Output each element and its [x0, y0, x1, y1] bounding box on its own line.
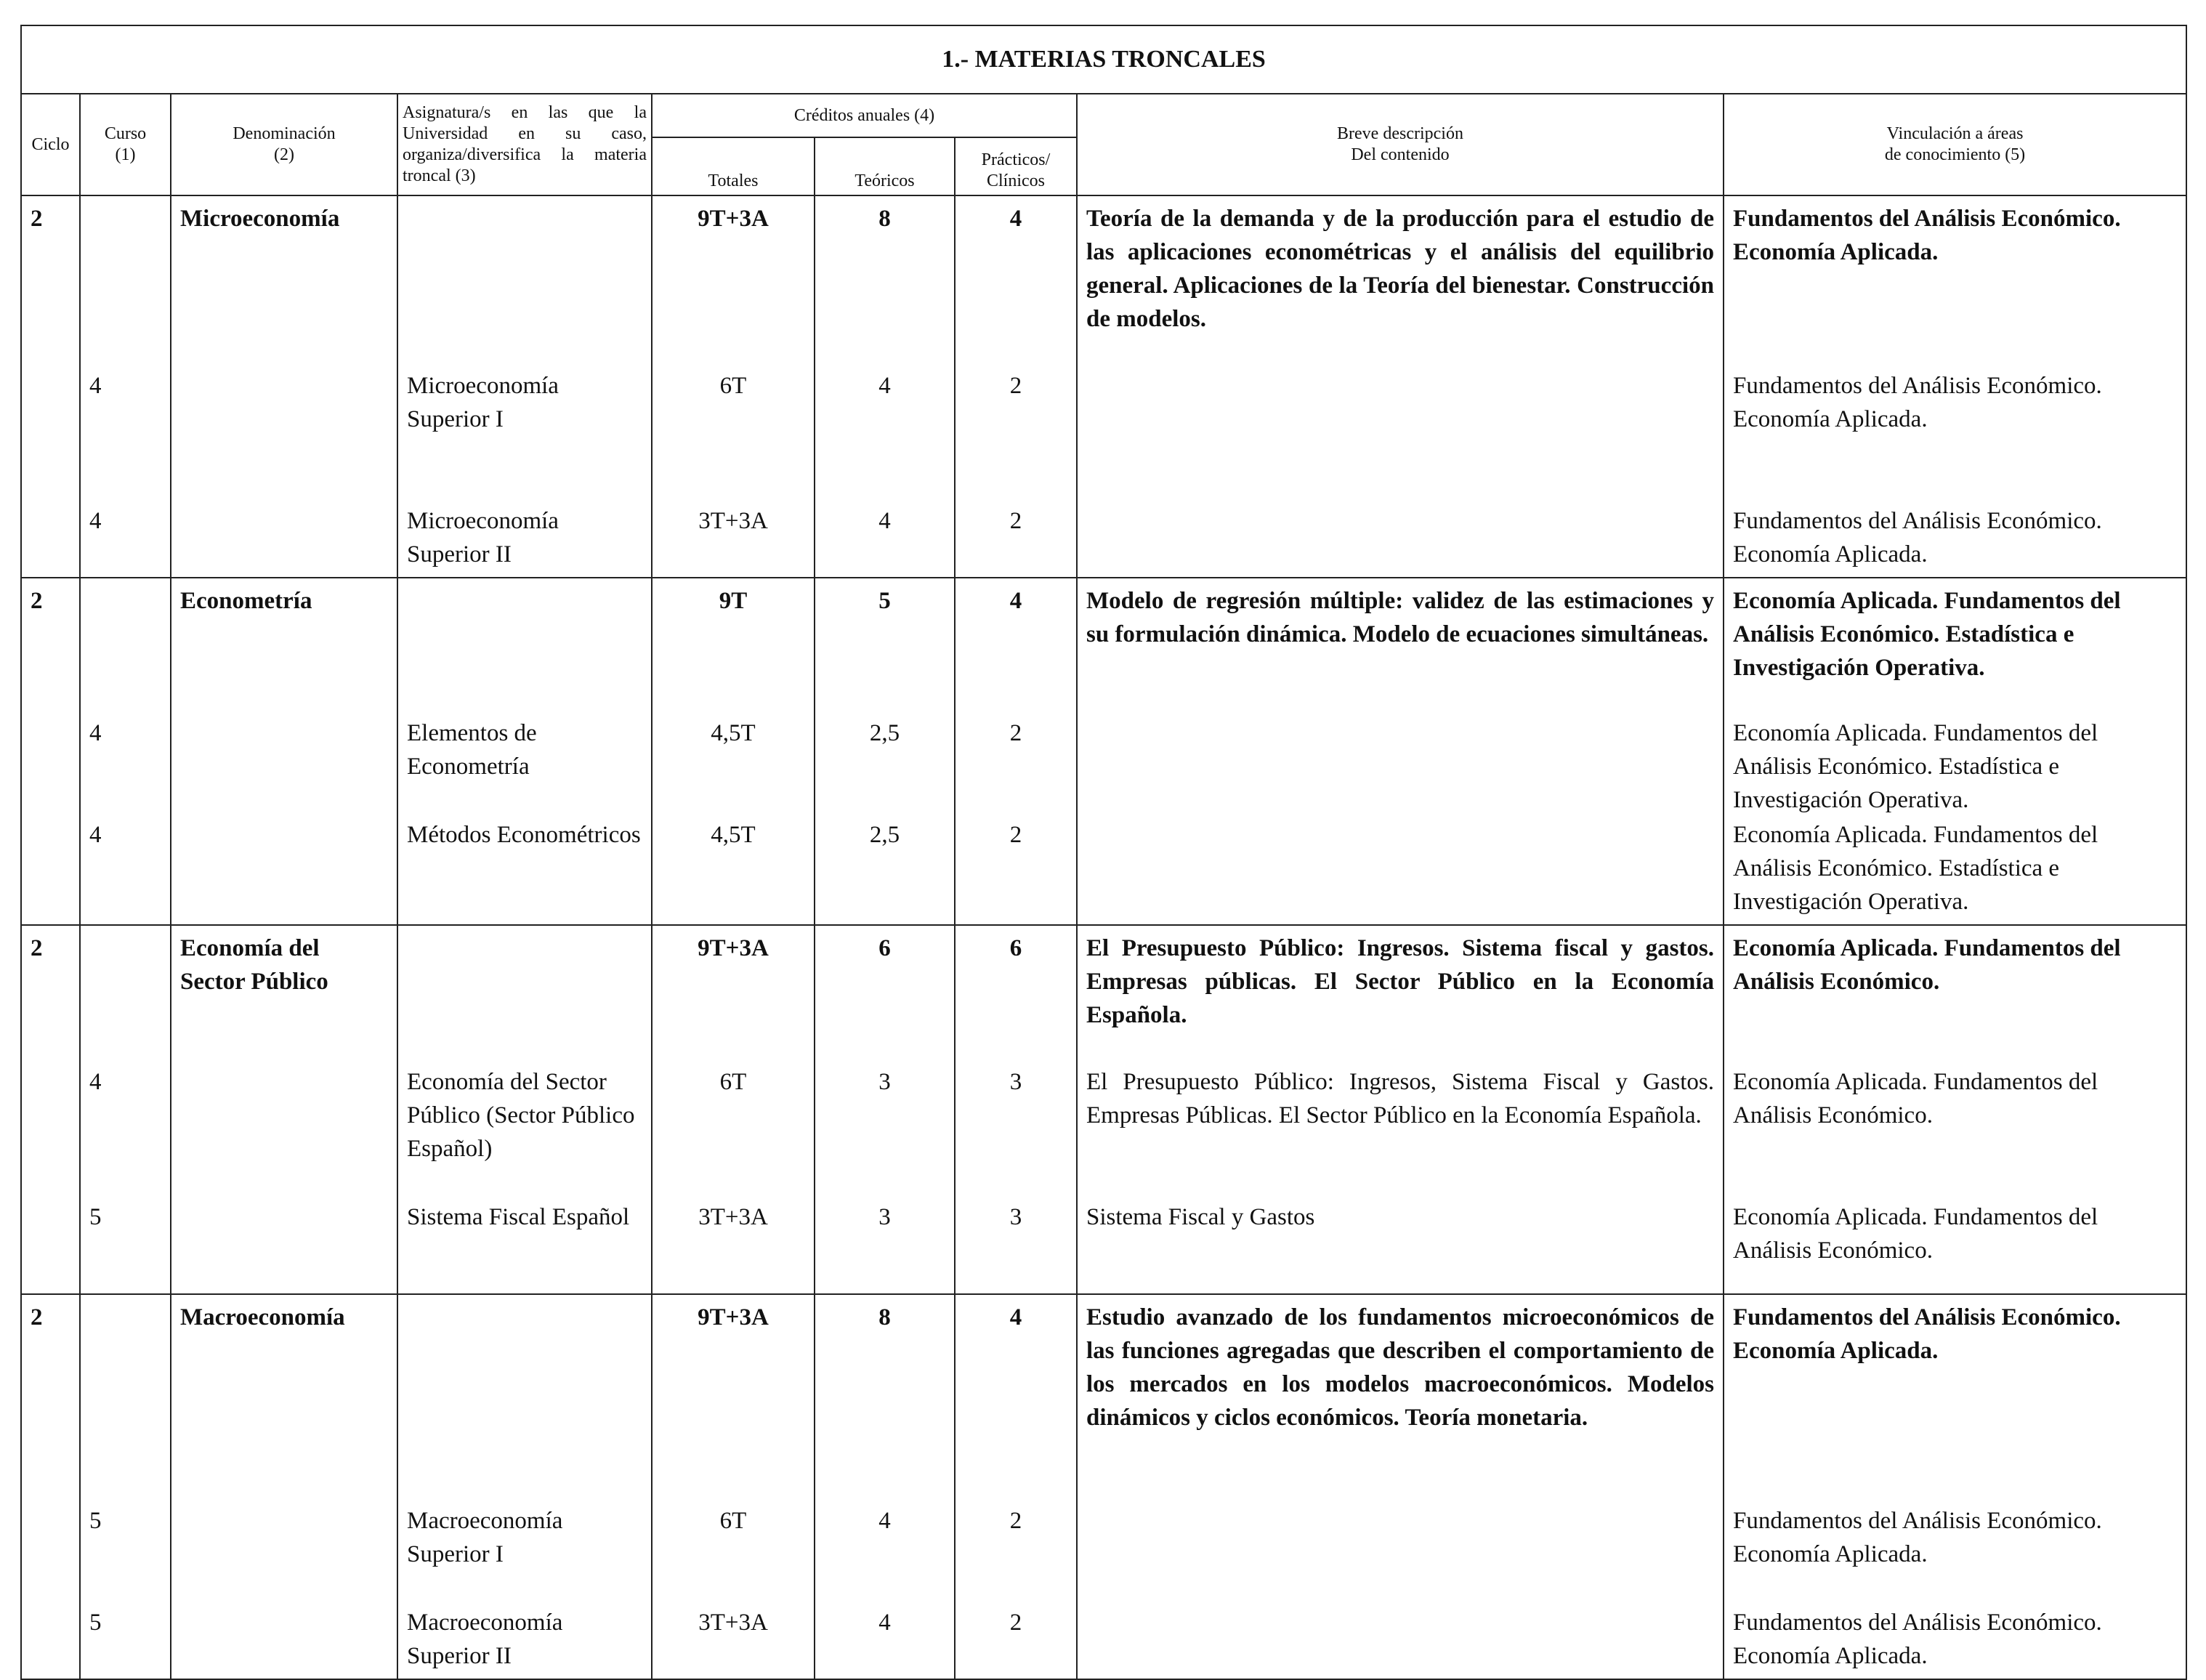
descripcion-cell	[1077, 578, 1724, 925]
sub-teoricos: 3	[878, 1069, 891, 1095]
practicos-cell	[955, 195, 1077, 578]
sub-vinculacion: Economía Aplicada. Fundamentos del Análisis Económico. Estadística e Investigación Operativa.	[1733, 720, 2098, 813]
group-practicos: 4	[1009, 206, 1022, 232]
teoricos-cell	[815, 578, 955, 925]
sub-teoricos: 2,5	[869, 822, 900, 848]
sub-totales: 4,5T	[711, 720, 756, 746]
sub-practicos: 2	[1009, 720, 1022, 746]
sub-curso: 4	[89, 822, 102, 848]
sub-practicos: 2	[1009, 1508, 1022, 1534]
ciclo-cell: 2	[21, 1294, 80, 1679]
header-denominacion: Denominación (2)	[171, 94, 397, 195]
sub-curso: 5	[89, 1610, 102, 1636]
teoricos-cell	[815, 1294, 955, 1679]
table-title: 1.- MATERIAS TRONCALES	[21, 25, 2186, 94]
sub-totales: 4,5T	[711, 822, 756, 848]
curso-cell	[80, 925, 171, 1294]
vinculacion-cell	[1724, 925, 2186, 1294]
header-teoricos: Teóricos	[815, 137, 955, 195]
sub-teoricos: 4	[878, 508, 891, 534]
curso-cell	[80, 578, 171, 925]
sub-teoricos: 2,5	[869, 720, 900, 746]
curso-cell	[80, 195, 171, 578]
sub-totales: 6T	[719, 373, 747, 399]
group-descripcion: El Presupuesto Público: Ingresos. Sistema fiscal y gastos. Empresas públicas. El Sector Público en la Economía Española.	[1086, 935, 1714, 1028]
sub-asignatura: Elementos de Econometría	[407, 720, 537, 780]
sub-teoricos: 4	[878, 1508, 891, 1534]
group-vinculacion: Economía Aplicada. Fundamentos del Análisis Económico.	[1733, 935, 2121, 995]
sub-curso: 5	[89, 1204, 102, 1230]
group-teoricos: 6	[878, 935, 891, 961]
header-asignatura: Asignatura/s en las que la Universidad en su caso, organiza/diversifica la materia troncal (3)	[397, 94, 652, 195]
denominacion-cell: Econometría	[171, 578, 397, 925]
sub-asignatura: Microeconomía Superior II	[407, 508, 559, 568]
teoricos-cell	[815, 195, 955, 578]
descripcion-cell	[1077, 925, 1724, 1294]
vinculacion-cell	[1724, 578, 2186, 925]
header-creditos: Créditos anuales (4)	[652, 94, 1077, 137]
sub-curso: 4	[89, 373, 102, 399]
sub-vinculacion: Fundamentos del Análisis Económico. Economía Aplicada.	[1733, 1610, 2102, 1669]
sub-totales: 6T	[719, 1069, 747, 1095]
ciclo-cell: 2	[21, 925, 80, 1294]
group-totales: 9T+3A	[698, 1304, 769, 1330]
teoricos-cell	[815, 925, 955, 1294]
sub-vinculacion: Economía Aplicada. Fundamentos del Análisis Económico. Estadística e Investigación Operativa.	[1733, 822, 2098, 915]
denominacion-cell: Economía del Sector Público	[171, 925, 397, 1294]
sub-asignatura: Economía del Sector Público (Sector Público Español)	[407, 1069, 635, 1162]
totales-cell	[652, 1294, 815, 1679]
group-totales: 9T+3A	[698, 206, 769, 232]
header-descripcion: Breve descripción Del contenido	[1077, 94, 1724, 195]
group-row	[21, 578, 2186, 925]
header-ciclo: Ciclo	[21, 94, 80, 195]
sub-vinculacion: Fundamentos del Análisis Económico. Economía Aplicada.	[1733, 508, 2102, 568]
group-practicos: 4	[1009, 1304, 1022, 1330]
sub-practicos: 2	[1009, 508, 1022, 534]
group-row	[21, 195, 2186, 578]
group-row	[21, 925, 2186, 1294]
sub-descripcion: Sistema Fiscal y Gastos	[1086, 1204, 1315, 1230]
asignatura-cell	[397, 195, 652, 578]
group-vinculacion: Economía Aplicada. Fundamentos del Análisis Económico. Estadística e Investigación Operativa.	[1733, 588, 2121, 681]
totales-cell	[652, 925, 815, 1294]
group-vinculacion: Fundamentos del Análisis Económico. Economía Aplicada.	[1733, 1304, 2121, 1364]
sub-asignatura: Macroeconomía Superior II	[407, 1610, 563, 1669]
sub-totales: 3T+3A	[698, 1204, 768, 1230]
sub-vinculacion: Fundamentos del Análisis Económico. Economía Aplicada.	[1733, 1508, 2102, 1567]
totales-cell	[652, 578, 815, 925]
sub-practicos: 2	[1009, 373, 1022, 399]
header-vinculacion: Vinculación a áreas de conocimiento (5)	[1724, 94, 2186, 195]
practicos-cell	[955, 578, 1077, 925]
sub-asignatura: Métodos Econométricos	[407, 822, 641, 848]
ciclo-cell: 2	[21, 195, 80, 578]
sub-asignatura: Microeconomía Superior I	[407, 373, 559, 432]
practicos-cell	[955, 1294, 1077, 1679]
group-teoricos: 5	[878, 588, 891, 614]
group-descripcion: Modelo de regresión múltiple: validez de las estimaciones y su formulación dinámica. Modelo de ecuaciones simultáneas.	[1086, 588, 1714, 647]
practicos-cell	[955, 925, 1077, 1294]
sub-vinculacion: Fundamentos del Análisis Económico. Economía Aplicada.	[1733, 373, 2102, 432]
asignatura-cell	[397, 578, 652, 925]
sub-practicos: 2	[1009, 1610, 1022, 1636]
descripcion-cell	[1077, 1294, 1724, 1679]
group-practicos: 6	[1009, 935, 1022, 961]
sub-teoricos: 4	[878, 373, 891, 399]
sub-teoricos: 3	[878, 1204, 891, 1230]
sub-practicos: 3	[1009, 1204, 1022, 1230]
sub-practicos: 3	[1009, 1069, 1022, 1095]
asignatura-cell	[397, 1294, 652, 1679]
sub-curso: 4	[89, 1069, 102, 1095]
sub-curso: 4	[89, 508, 102, 534]
sub-curso: 4	[89, 720, 102, 746]
denominacion-cell: Microeconomía	[171, 195, 397, 578]
document-sheet	[20, 25, 2186, 1669]
group-totales: 9T	[719, 588, 748, 614]
sub-totales: 6T	[719, 1508, 747, 1534]
sub-vinculacion: Economía Aplicada. Fundamentos del Análisis Económico.	[1733, 1069, 2098, 1128]
group-vinculacion: Fundamentos del Análisis Económico. Economía Aplicada.	[1733, 206, 2121, 265]
group-row	[21, 1294, 2186, 1679]
totales-cell	[652, 195, 815, 578]
header-practicos: Prácticos/ Clínicos	[955, 137, 1077, 195]
group-totales: 9T+3A	[698, 935, 769, 961]
group-descripcion: Estudio avanzado de los fundamentos microeconómicos de las funciones agregadas que describen el comportamiento de los mercados en los modelos macroeconómicos. Modelos dinámicos y ciclos económicos. Teoría monetaria.	[1086, 1304, 1714, 1431]
group-teoricos: 8	[878, 206, 891, 232]
sub-totales: 3T+3A	[698, 508, 768, 534]
group-teoricos: 8	[878, 1304, 891, 1330]
curso-cell	[80, 1294, 171, 1679]
sub-curso: 5	[89, 1508, 102, 1534]
sub-descripcion: El Presupuesto Público: Ingresos, Sistema Fiscal y Gastos. Empresas Públicas. El Sector Público en la Economía Española.	[1086, 1069, 1714, 1128]
sub-asignatura: Macroeconomía Superior I	[407, 1508, 563, 1567]
header-curso: Curso (1)	[80, 94, 171, 195]
group-descripcion: Teoría de la demanda y de la producción para el estudio de las aplicaciones econométricas y el análisis del equilibrio general. Aplicaciones de la Teoría del bienestar. Construcción de modelos.	[1086, 206, 1714, 332]
denominacion-cell: Macroeconomía	[171, 1294, 397, 1679]
ciclo-cell: 2	[21, 578, 80, 925]
sub-asignatura: Sistema Fiscal Español	[407, 1204, 630, 1230]
sub-totales: 3T+3A	[698, 1610, 768, 1636]
vinculacion-cell	[1724, 1294, 2186, 1679]
group-practicos: 4	[1009, 588, 1022, 614]
descripcion-cell	[1077, 195, 1724, 578]
materias-table	[20, 25, 2187, 1680]
sub-teoricos: 4	[878, 1610, 891, 1636]
header-totales: Totales	[652, 137, 815, 195]
sub-practicos: 2	[1009, 822, 1022, 848]
asignatura-cell	[397, 925, 652, 1294]
vinculacion-cell	[1724, 195, 2186, 578]
sub-vinculacion: Economía Aplicada. Fundamentos del Análisis Económico.	[1733, 1204, 2098, 1264]
